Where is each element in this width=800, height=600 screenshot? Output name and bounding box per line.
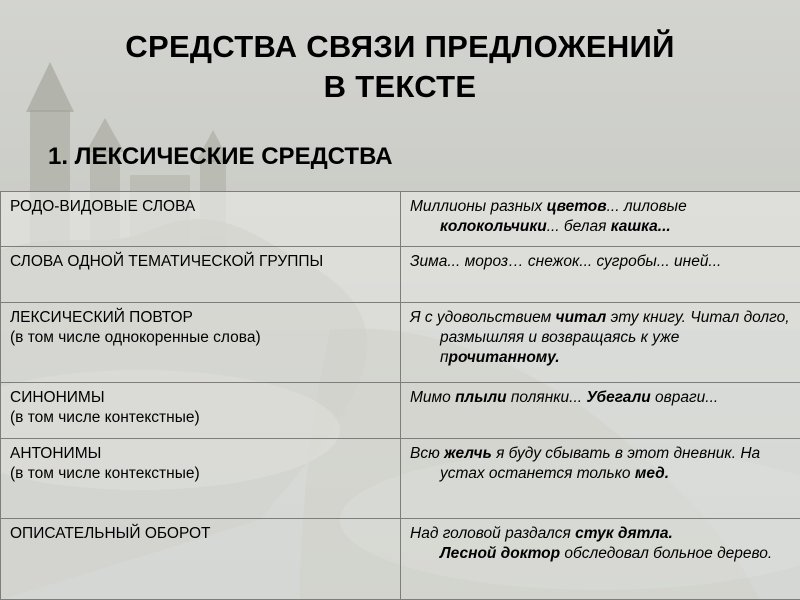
table-row [1, 303, 800, 383]
example-cell [401, 192, 800, 247]
lexical-means-table [0, 191, 800, 600]
example-keyword: колокольчики [440, 218, 547, 235]
lexical-means-table-body [1, 192, 800, 600]
table-row [1, 192, 800, 247]
means-term-cell [1, 192, 401, 247]
example-keyword: плыли [455, 389, 507, 406]
example-keyword: стук дятла. [575, 525, 673, 542]
section-subtitle: 1. ЛЕКСИЧЕСКИЕ СРЕДСТВА [48, 143, 393, 170]
example-fragment: эту книгу. Читал долго, размышляя и возвращаясь к уже п [440, 309, 790, 366]
example-fragment: Зима... мороз… снежок... сугробы... иней... [410, 253, 722, 270]
example-fragment: Миллионы разных [410, 198, 547, 215]
example-keyword: читал [555, 309, 607, 326]
example-fragment: обследовал больное дерево. [560, 545, 773, 562]
example-cell [401, 303, 800, 383]
means-term: СЛОВА ОДНОЙ ТЕМАТИЧЕСКОЙ ГРУППЫ [10, 253, 324, 270]
means-term-note: (в том числе контекстные) [10, 465, 200, 482]
table-row [1, 519, 800, 600]
example-cell [401, 247, 800, 303]
slide-title-line-1: СРЕДСТВА СВЯЗИ ПРЕДЛОЖЕНИЙ [125, 29, 675, 64]
means-term-cell [1, 247, 401, 303]
slide-title [0, 27, 800, 107]
example-keyword: рочитанному. [448, 349, 560, 366]
example-keyword: Убегали [586, 389, 651, 406]
example-keyword: цветов [546, 198, 607, 215]
means-term-note: (в том числе однокоренные слова) [10, 329, 261, 346]
example-text [410, 444, 794, 484]
example-fragment: Над головой раздался [410, 525, 576, 542]
means-term-cell [1, 383, 401, 439]
example-fragment: Всю [410, 445, 445, 462]
example-fragment: овраги... [650, 389, 719, 406]
table-row [1, 383, 800, 439]
slide-title-line-2: В ТЕКСТЕ [323, 69, 477, 104]
table-row [1, 247, 800, 303]
example-keyword: Лесной доктор [440, 545, 561, 562]
example-cell [401, 439, 800, 519]
example-text [410, 308, 794, 368]
means-term-cell [1, 439, 401, 519]
means-term: СИНОНИМЫ [10, 389, 105, 406]
example-fragment: Мимо [410, 389, 456, 406]
example-keyword: желчь [444, 445, 492, 462]
means-term-cell [1, 303, 401, 383]
means-term: АНТОНИМЫ [10, 445, 102, 462]
example-text [410, 388, 794, 408]
example-text [410, 197, 794, 237]
means-term-cell [1, 519, 401, 600]
table-row [1, 439, 800, 519]
example-cell [401, 383, 800, 439]
example-cell [401, 519, 800, 600]
means-term: РОДО-ВИДОВЫЕ СЛОВА [10, 198, 196, 215]
example-fragment: Я с удовольствием [410, 309, 556, 326]
example-text [410, 524, 794, 564]
means-term: ЛЕКСИЧЕСКИЙ ПОВТОР [10, 309, 193, 326]
example-keyword: мед. [634, 465, 670, 482]
example-fragment: ... лиловые [606, 198, 687, 215]
example-keyword: кашка... [610, 218, 671, 235]
example-fragment: я буду сбывать в этот дневник. На устах останется только [440, 445, 761, 482]
means-term: ОПИСАТЕЛЬНЫЙ ОБОРОТ [10, 525, 211, 542]
means-term-note: (в том числе контекстные) [10, 409, 200, 426]
example-text [410, 252, 794, 272]
example-fragment: ... белая [546, 218, 611, 235]
example-fragment: полянки... [506, 389, 587, 406]
